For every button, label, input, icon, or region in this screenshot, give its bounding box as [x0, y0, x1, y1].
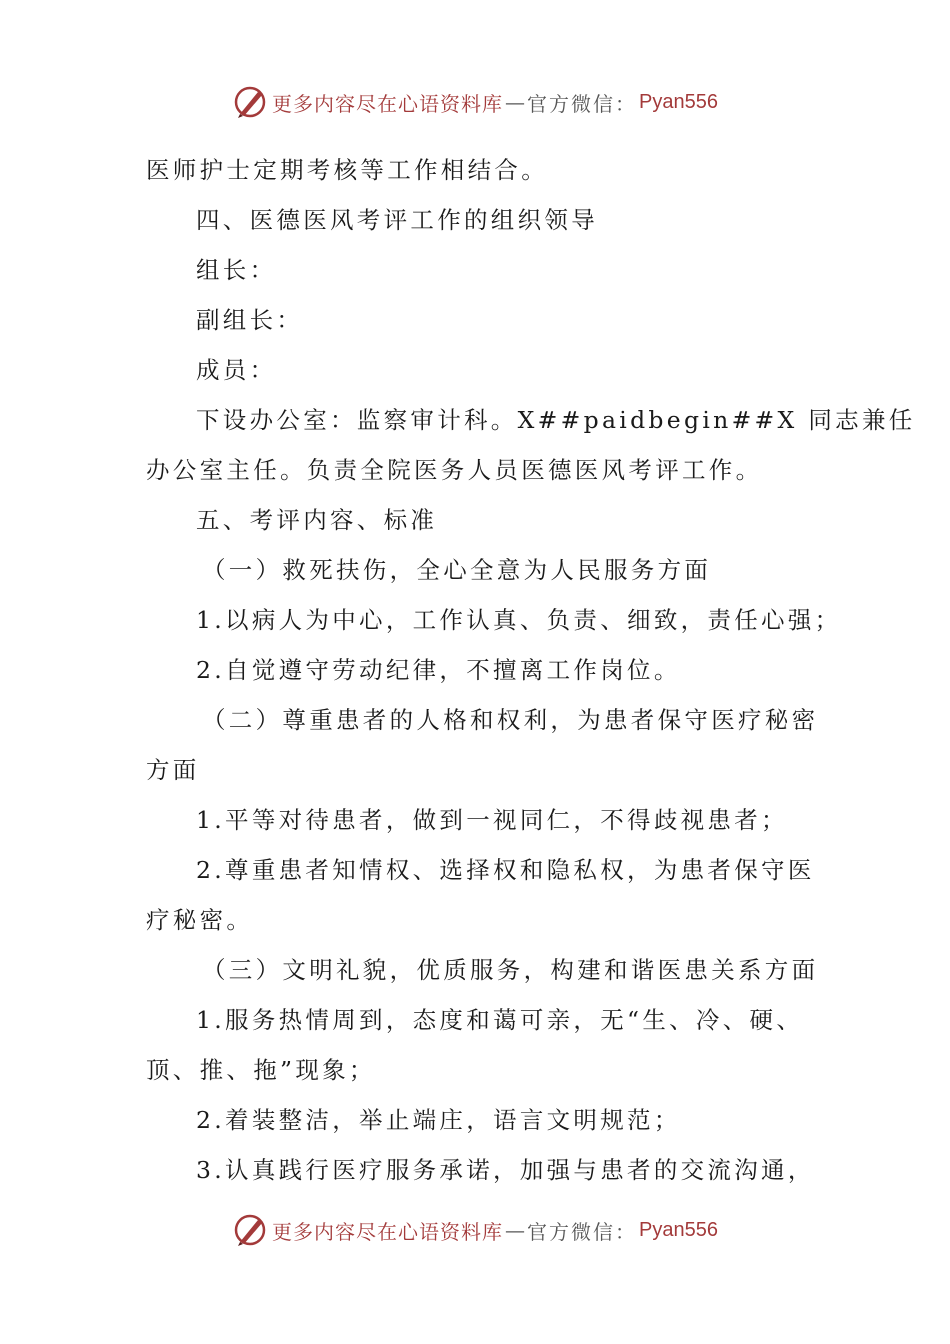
text-line: 下设办公室：监察审计科。X##paidbegin##X 同志兼任: [196, 406, 916, 434]
text-line: 办公室主任。负责全院医务人员医德医风考评工作。: [146, 456, 763, 484]
list-item: 2.着装整洁，举止端庄，语言文明规范；: [196, 1106, 681, 1134]
list-item: 3.认真践行医疗服务承诺，加强与患者的交流沟通，: [196, 1156, 815, 1184]
header-banner: [0, 80, 950, 124]
pen-logo-icon: [232, 1212, 268, 1248]
list-item: 2.尊重患者知情权、选择权和隐私权，为患者保守医: [196, 856, 815, 884]
section-heading: 五、考评内容、标准: [196, 506, 438, 534]
footer-banner: [0, 1208, 950, 1252]
text-line: 医师护士定期考核等工作相结合。: [146, 156, 548, 184]
footer-dash: —: [505, 1218, 526, 1242]
text-line: 成员：: [196, 356, 277, 384]
footer-wechat-label: 官方微信：: [527, 1219, 638, 1244]
list-item: 1.服务热情周到，态度和蔼可亲，无“生、冷、硬、: [196, 1006, 804, 1034]
section-heading: 四、医德医风考评工作的组织领导: [196, 206, 598, 234]
header-dash: —: [505, 90, 526, 114]
subsection-heading: （三）文明礼貌，优质服务，构建和谐医患关系方面: [202, 956, 819, 984]
text-line: 副组长：: [196, 306, 304, 334]
text-line: 疗秘密。: [146, 906, 254, 934]
text-line: 方面: [146, 756, 200, 784]
text-line: 顶、推、拖”现象；: [146, 1056, 376, 1084]
document-body: [146, 145, 916, 1195]
pen-logo-icon: [232, 84, 268, 120]
list-item: 2.自觉遵守劳动纪律，不擅离工作岗位。: [196, 656, 681, 684]
list-item: 1.以病人为中心，工作认真、负责、细致，责任心强；: [196, 606, 842, 634]
header-site-text: 更多内容尽在心语资料库: [272, 91, 504, 116]
footer-site-text: 更多内容尽在心语资料库: [272, 1219, 504, 1244]
header-wechat-id: Pyan556: [639, 90, 718, 113]
subsection-heading: （二）尊重患者的人格和权利，为患者保守医疗秘密: [202, 706, 819, 734]
subsection-heading: （一）救死扶伤，全心全意为人民服务方面: [202, 556, 712, 584]
header-wechat-label: 官方微信：: [527, 91, 638, 116]
footer-wechat-id: Pyan556: [639, 1218, 718, 1241]
text-line: 组长：: [196, 256, 277, 284]
list-item: 1.平等对待患者，做到一视同仁，不得歧视患者；: [196, 806, 788, 834]
